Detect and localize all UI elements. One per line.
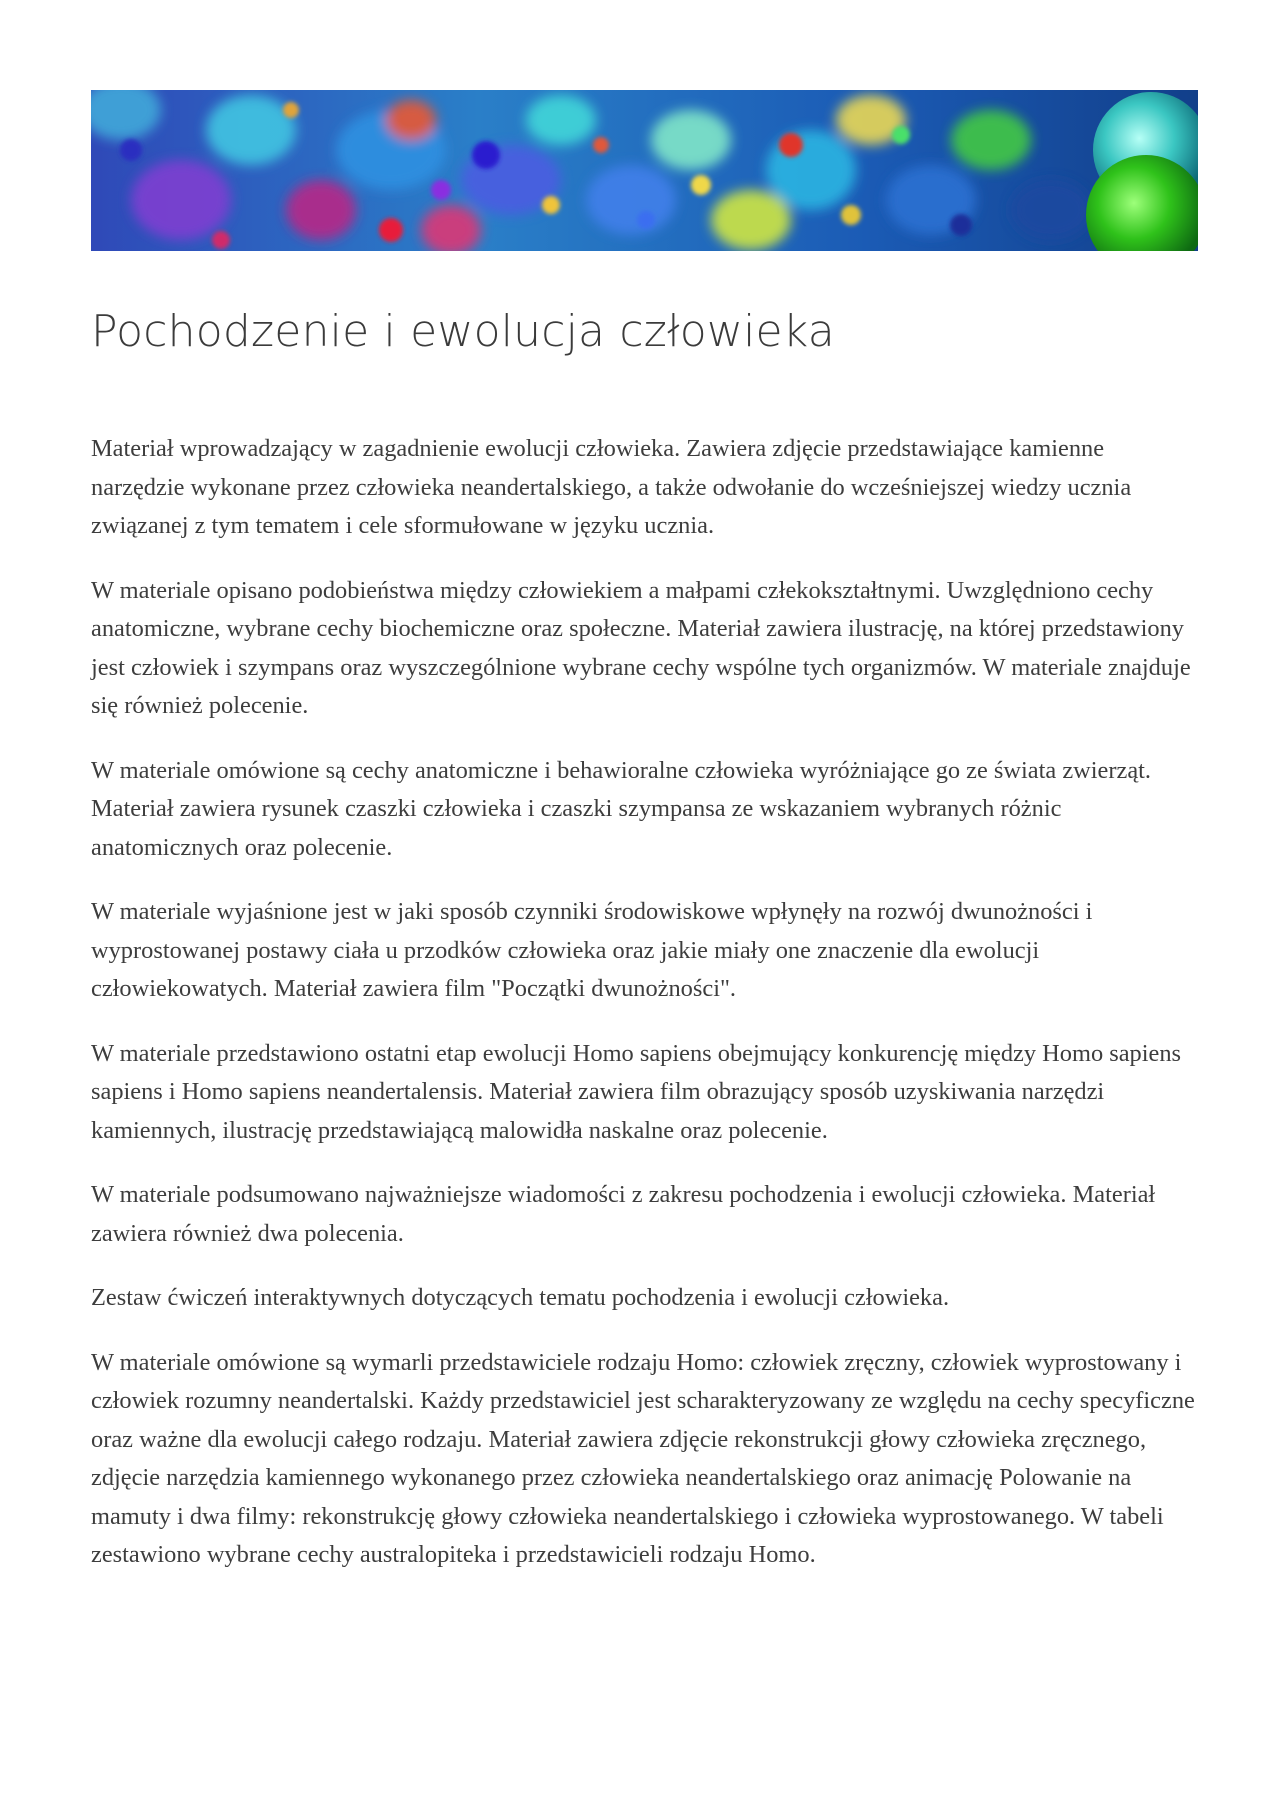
paragraph-homo-representatives: W materiale omówione są wymarli przedstawiciele rodzaju Homo: człowiek zręczny, człowiek wyprostowany i człowiek rozumny neandertalski. Każdy przedstawiciel jest scharakteryzowany ze względu na cechy specyficzne oraz ważne dla ewolucji całego rodzaju. Materiał zawiera zdjęcie rekonstrukcji głowy człowieka zręcznego, zdjęcie narzędzia kamiennego wykonanego przez człowieka neandertalskiego oraz animację Polowanie na mamuty i dwa filmy: rekonstrukcję głowy człowieka neandertalskiego i człowieka wyprostowanego. W tabeli zestawiono wybrane cechy australopiteka i przedstawicieli rodzaju Homo.: [91, 1348, 1195, 1568]
paragraph-similarities: W materiale opisano podobieństwa między człowiekiem a małpami człekokształtnymi. Uwzględniono cechy anatomiczne, wybrane cechy biochemiczne oraz społeczne. Materiał zawiera ilustrację, na której przedstawiony jest człowiek i szympans oraz wyszczególnione wybrane cechy wspólne tych organizmów. W materiale znajduje się również polecenie.: [91, 576, 1191, 719]
lesson-descriptions: [91, 430, 1201, 1601]
paragraph-summary: W materiale podsumowano najważniejsze wiadomości z zakresu pochodzenia i ewolucji człowieka. Materiał zawiera również dwa polecenia.: [91, 1181, 1156, 1247]
paragraph-bipedalism: W materiale wyjaśnione jest w jaki sposób czynniki środowiskowe wpłynęły na rozwój dwunożności i wyprostowanej postawy ciała u przodków człowieka oraz jakie miały one znaczenie dla ewolucji człowiekowatych. Materiał zawiera film "Początki dwunożności".: [91, 898, 1093, 1002]
banner-artwork: [91, 90, 1198, 251]
paragraph-intro: Materiał wprowadzający w zagadnienie ewolucji człowieka. Zawiera zdjęcie przedstawiające kamienne narzędzie wykonane przez człowieka neandertalskiego, a także odwołanie do wcześniejszej wiedzy ucznia związanej z tym tematem i cele sformułowane w języku ucznia.: [91, 435, 1132, 539]
paragraph-last-stage: W materiale przedstawiono ostatni etap ewolucji Homo sapiens obejmujący konkurencję między Homo sapiens sapiens i Homo sapiens neandertalensis. Materiał zawiera film obrazujący sposób uzyskiwania narzędzi kamiennych, ilustrację przedstawiającą malowidła naskalne oraz polecenie.: [91, 1039, 1182, 1144]
paragraph-distinct-traits: W materiale omówione są cechy anatomiczne i behawioralne człowieka wyróżniające go ze świata zwierząt. Materiał zawiera rysunek czaszki człowieka i czaszki szympansa ze wskazaniem wybranych różnic anatomicznych oraz polecenie.: [91, 756, 1152, 861]
header-banner-image: [91, 90, 1198, 251]
paragraph-exercises: Zestaw ćwiczeń interaktywnych dotyczących tematu pochodzenia i ewolucji człowieka.: [91, 1284, 950, 1311]
page-title: Pochodzenie i ewolucja człowieka: [91, 306, 835, 357]
